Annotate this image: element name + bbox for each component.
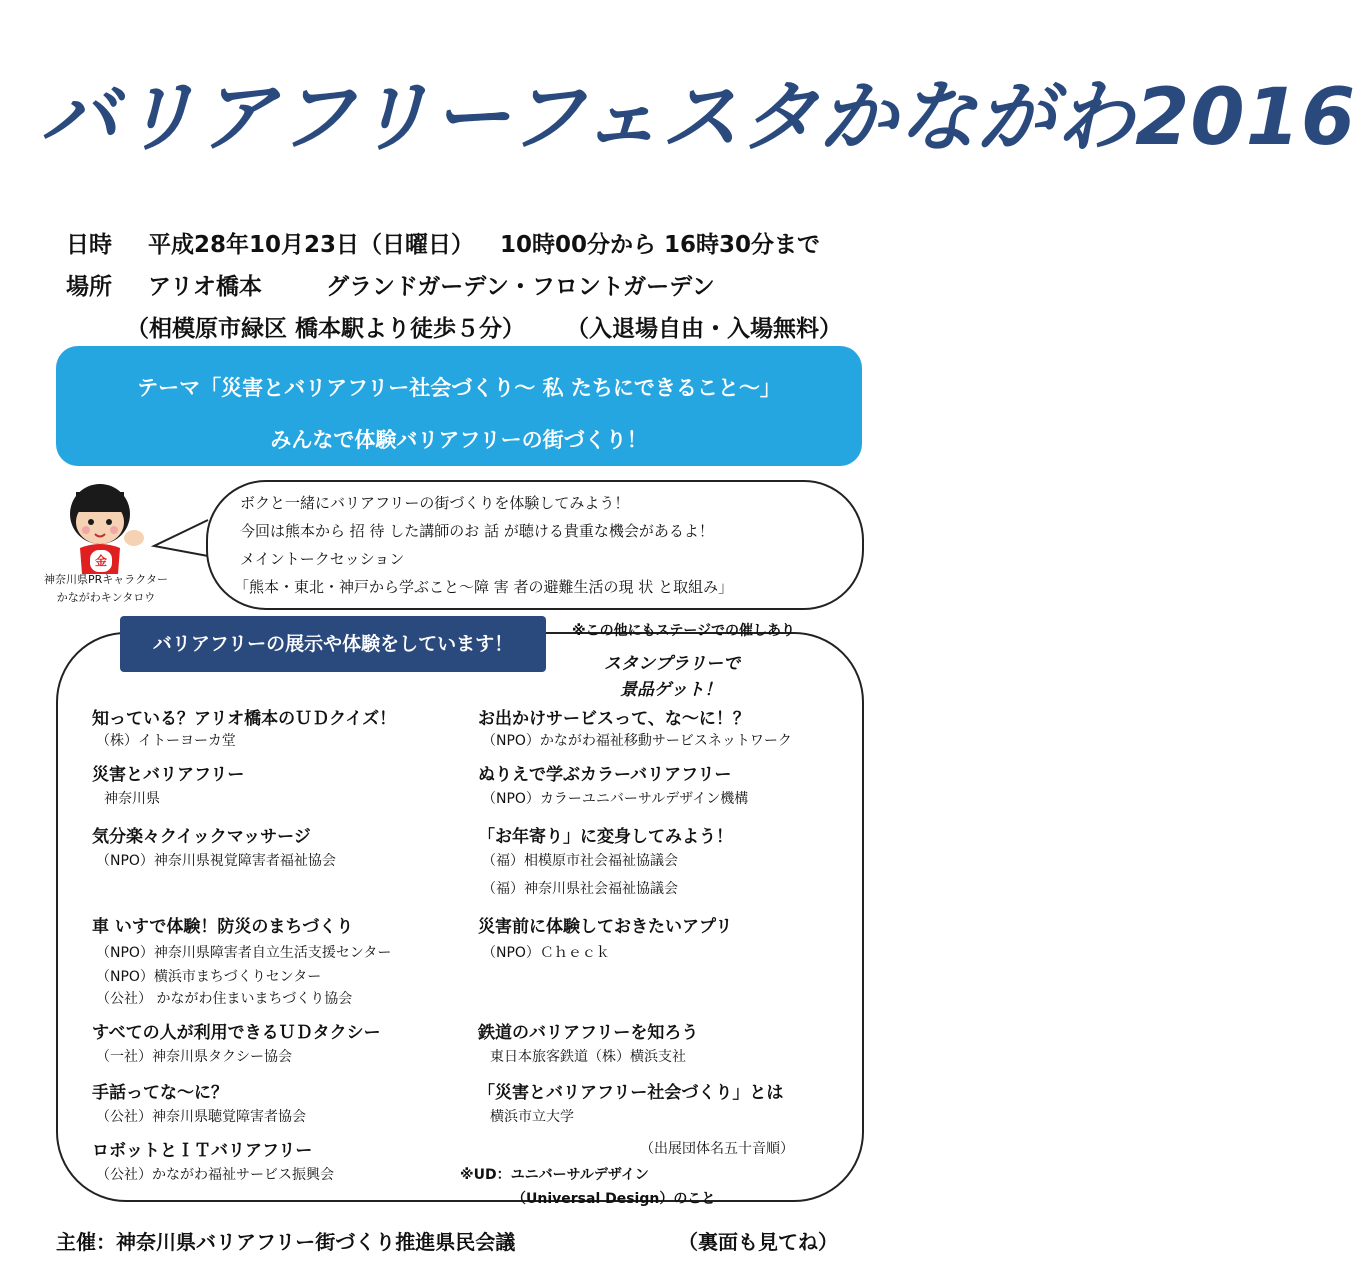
speech-line-1: ボクと一緒にバリアフリーの街づくりを体験してみよう！ <box>240 494 630 512</box>
venue-areas: グランドガーデン・フロントガーデン <box>326 274 715 300</box>
date-value: 平成28年10月23日（日曜日） <box>148 232 475 258</box>
exhibit-title: 「お年寄り」に変身してみよう！ <box>478 827 733 847</box>
theme-line-2: みんなで体験バリアフリーの街づくり！ <box>270 428 648 452</box>
venue-admission: （入退場自由・入場無料） <box>566 316 842 342</box>
character-label-1: 神奈川県PRキャラクター <box>43 573 169 586</box>
exhibit-title: ぬりえで学ぶカラーバリアフリー <box>478 765 732 785</box>
exhibit-title: すべての人が利用できるＵＤタクシー <box>92 1023 381 1043</box>
stage-note: ※この他にもステージでの催しあり <box>572 623 796 639</box>
order-note: （出展団体名五十音順） <box>640 1141 794 1157</box>
exhibit-title: 知っている？アリオ橋本のＵＤクイズ！ <box>92 709 397 729</box>
exhibit-org: （NPO）神奈川県視覚障害者福祉協会 <box>96 853 336 869</box>
exhibit-org: （公社）神奈川県聴覚障害者協会 <box>96 1109 306 1125</box>
exhibit-title: 災害とバリアフリー <box>92 765 245 785</box>
back-note: （裏面も見てね） <box>678 1230 838 1254</box>
kin-badge: 金 <box>88 548 114 574</box>
exhibit-org: （NPO）神奈川県障害者自立生活支援センター <box>96 945 392 961</box>
exhibit-title: 鉄道のバリアフリーを知ろう <box>478 1023 699 1043</box>
speech-line-4: 「熊本・東北・神戸から学ぶこと～障 害 者の避難生活の現 状 と取組み」 <box>234 578 734 596</box>
speech-bubble <box>206 480 864 610</box>
exhibit-title: 車 いすで体験！防災のまちづくり <box>92 917 354 937</box>
ud-note-1: ※UD：ユニバーサルデザイン <box>460 1167 649 1183</box>
exhibit-org: （福）神奈川県社会福祉協議会 <box>482 881 678 897</box>
ud-note-2: （Universal Design）のこと <box>512 1191 716 1207</box>
organizer: 主催：神奈川県バリアフリー街づくり推進県民会議 <box>56 1230 516 1254</box>
venue-name: アリオ橋本 <box>148 274 262 300</box>
exhibit-title: 気分楽々クイックマッサージ <box>92 827 311 847</box>
exhibit-title: 「災害とバリアフリー社会づくり」とは <box>478 1083 784 1103</box>
exhibit-title: お出かけサービスって、な～に！？ <box>478 709 750 729</box>
exhibit-org: 神奈川県 <box>104 791 160 807</box>
theme-box <box>56 346 862 466</box>
exhibit-org: （株）イトーヨーカ堂 <box>96 733 236 749</box>
venue-address: （相模原市緑区 橋本駅より徒歩５分） <box>126 316 526 342</box>
exhibit-org: （福）相模原市社会福祉協議会 <box>482 853 678 869</box>
character-illustration <box>56 478 156 574</box>
character-label-2: かながわキンタロウ <box>56 591 156 604</box>
venue-label: 場所 <box>66 274 112 300</box>
date-label: 日時 <box>66 232 112 258</box>
exhibit-org: （一社）神奈川県タクシー協会 <box>96 1049 292 1065</box>
exhibit-org: （NPO）Ｃｈｅｃｋ <box>482 945 610 961</box>
exhibit-org: （公社）かながわ福祉サービス振興会 <box>96 1167 334 1183</box>
exhibit-org: 横浜市立大学 <box>490 1109 574 1125</box>
time-value: 10時00分から 16時30分まで <box>500 232 821 258</box>
page-title: バリアフリーフェスタかながわ2016 <box>40 73 1356 163</box>
exhibit-title: 災害前に体験しておきたいアプリ <box>478 917 733 937</box>
theme-line-1: テーマ「災害とバリアフリー社会づくり～ 私 たちにできること～」 <box>137 376 781 400</box>
speech-line-2: 今回は熊本から 招 待 した講師のお 話 が聴ける貴重な機会があるよ！ <box>240 522 714 540</box>
exhibit-title: 手話ってな～に？ <box>92 1083 228 1103</box>
exhibit-org: （NPO）カラーユニバーサルデザイン機構 <box>482 791 749 807</box>
exhibit-org: （NPO）かながわ福祉移動サービスネットワーク <box>482 733 792 749</box>
exhibit-org: （NPO）横浜市まちづくりセンター <box>96 969 322 985</box>
exhibit-org: 東日本旅客鉄道（株）横浜支社 <box>490 1049 686 1065</box>
exhibit-org: （公社） かながわ住まいまちづくり協会 <box>96 991 353 1007</box>
exhibits-header: バリアフリーの展示や体験をしています！ <box>120 616 546 672</box>
stamp-rally-line-1: スタンプラリーで <box>604 654 740 674</box>
stamp-rally-line-2: 景品ゲット！ <box>620 680 722 700</box>
speech-line-3: メイントークセッション <box>240 550 405 568</box>
exhibit-title: ロボットとＩＴバリアフリー <box>92 1141 313 1161</box>
